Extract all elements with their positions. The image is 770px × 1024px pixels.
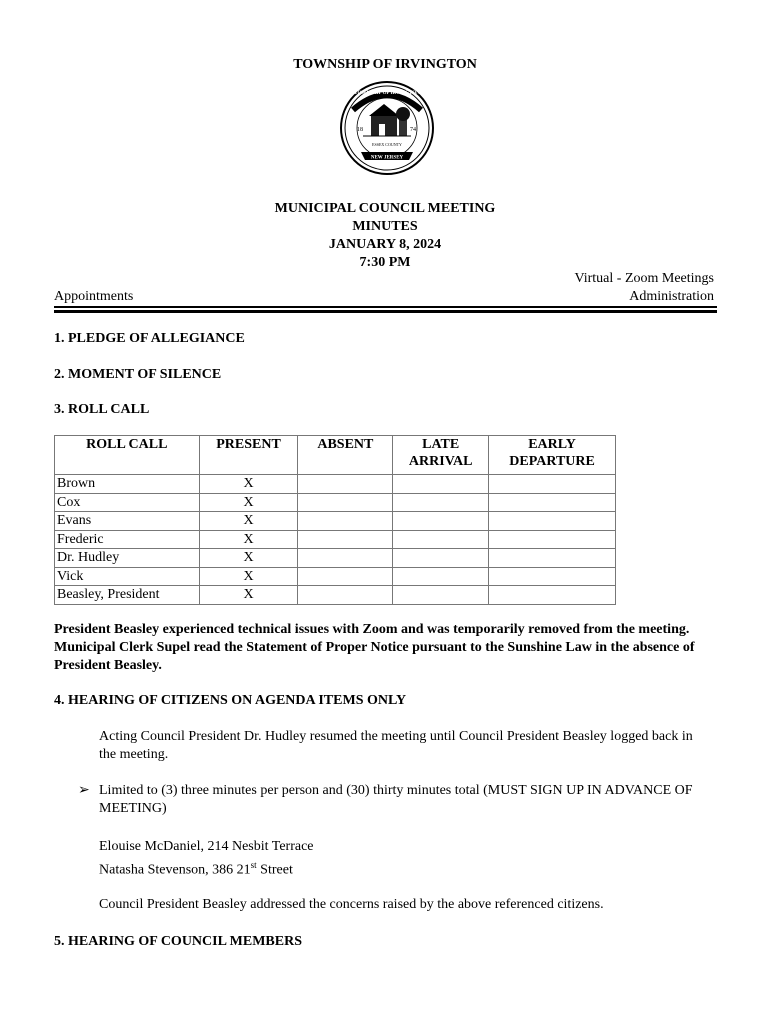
- early-mark: [489, 493, 616, 512]
- meeting-heading: [0, 200, 770, 272]
- present-mark: X: [199, 549, 298, 568]
- addressed-note: Council President Beasley addressed the concerns raised by the above referenced citizens.: [99, 897, 604, 912]
- member-name: Evans: [55, 512, 200, 531]
- section-hearing-citizens: 4. HEARING OF CITIZENS ON AGENDA ITEMS ONLY: [54, 693, 407, 708]
- svg-text:18: 18: [357, 127, 363, 133]
- limit-rule: Limited to (3) three minutes per person and (30) thirty minutes total (MUST SIGN UP IN ADVANCE OF MEETING): [99, 783, 693, 816]
- meeting-venue: Virtual - Zoom Meetings: [574, 271, 714, 286]
- early-mark: [489, 475, 616, 494]
- zoom-issue-note: President Beasley experienced technical issues with Zoom and was temporarily removed from the meeting. Municipal Clerk Supel read the Statement of Proper Notice pursuant to the Sunshine Law in the absence of President Beasley.: [54, 622, 695, 673]
- citizen-2-street: Street: [256, 862, 293, 878]
- bullet-arrow-icon: ➢: [78, 783, 90, 798]
- late-mark: [393, 493, 489, 512]
- early-mark: [489, 530, 616, 549]
- present-mark: X: [199, 475, 298, 494]
- citizen-1: Elouise McDaniel, 214 Nesbit Terrace: [99, 839, 314, 854]
- late-mark: [393, 512, 489, 531]
- early-mark: [489, 586, 616, 605]
- svg-text:74: 74: [410, 127, 416, 133]
- late-mark: [393, 567, 489, 586]
- section-roll-call: 3. ROLL CALL: [54, 402, 150, 417]
- township-seal-icon: [339, 80, 435, 176]
- section-moment-of-silence: 2. MOMENT OF SILENCE: [54, 367, 222, 382]
- member-name: Cox: [55, 493, 200, 512]
- header-late-arrival: LATE ARRIVAL: [393, 436, 489, 475]
- late-mark: [393, 475, 489, 494]
- header-divider-thick: [54, 310, 717, 313]
- late-mark: [393, 586, 489, 605]
- table-row: [55, 567, 616, 586]
- absent-mark: [298, 586, 393, 605]
- present-mark: X: [199, 493, 298, 512]
- member-name: Frederic: [55, 530, 200, 549]
- member-name: Beasley, President: [55, 586, 200, 605]
- late-mark: [393, 549, 489, 568]
- table-row: [55, 549, 616, 568]
- meeting-time: 7:30 PM: [359, 255, 411, 270]
- header-divider: [54, 306, 717, 308]
- present-mark: X: [199, 512, 298, 531]
- roll-call-table: [54, 435, 616, 605]
- header-roll-call: ROLL CALL: [55, 436, 200, 475]
- svg-text:NEW JERSEY: NEW JERSEY: [370, 155, 404, 161]
- present-mark: X: [199, 586, 298, 605]
- late-mark: [393, 530, 489, 549]
- header-early-departure: EARLY DEPARTURE: [489, 436, 616, 475]
- citizen-2: [99, 856, 293, 880]
- early-mark: [489, 567, 616, 586]
- table-row: [55, 512, 616, 531]
- table-row: [55, 586, 616, 605]
- present-mark: X: [199, 567, 298, 586]
- table-header-row: [55, 436, 616, 475]
- svg-text:TOWNSHIP OF IRVINGTON: TOWNSHIP OF IRVINGTON: [354, 91, 420, 96]
- member-name: Vick: [55, 567, 200, 586]
- section-hearing-council: 5. HEARING OF COUNCIL MEMBERS: [54, 934, 303, 949]
- early-mark: [489, 549, 616, 568]
- absent-mark: [298, 493, 393, 512]
- absent-mark: [298, 549, 393, 568]
- absent-mark: [298, 475, 393, 494]
- svg-text:ESSEX COUNTY: ESSEX COUNTY: [372, 142, 402, 147]
- township-title: TOWNSHIP OF IRVINGTON: [293, 57, 477, 72]
- header-absent: ABSENT: [298, 436, 393, 475]
- early-mark: [489, 512, 616, 531]
- acting-president-note: Acting Council President Dr. Hudley resumed the meeting until Council President Beasley logged back in the meeting.: [99, 729, 693, 762]
- absent-mark: [298, 567, 393, 586]
- section-pledge: 1. PLEDGE OF ALLEGIANCE: [54, 331, 245, 346]
- header-present: PRESENT: [199, 436, 298, 475]
- member-name: Dr. Hudley: [55, 549, 200, 568]
- table-row: [55, 530, 616, 549]
- table-row: [55, 475, 616, 494]
- member-name: Brown: [55, 475, 200, 494]
- present-mark: X: [199, 530, 298, 549]
- absent-mark: [298, 530, 393, 549]
- citizen-2-name: Natasha Stevenson, 386 21: [99, 862, 251, 878]
- doc-type: MINUTES: [352, 219, 418, 234]
- citizen-2-ordinal: st: [250, 860, 257, 870]
- meeting-title: MUNICIPAL COUNCIL MEETING: [274, 201, 496, 216]
- table-row: [55, 493, 616, 512]
- administration-label: Administration: [629, 289, 714, 304]
- absent-mark: [298, 512, 393, 531]
- meeting-date: JANUARY 8, 2024: [328, 237, 442, 252]
- appointments-label: Appointments: [54, 289, 134, 304]
